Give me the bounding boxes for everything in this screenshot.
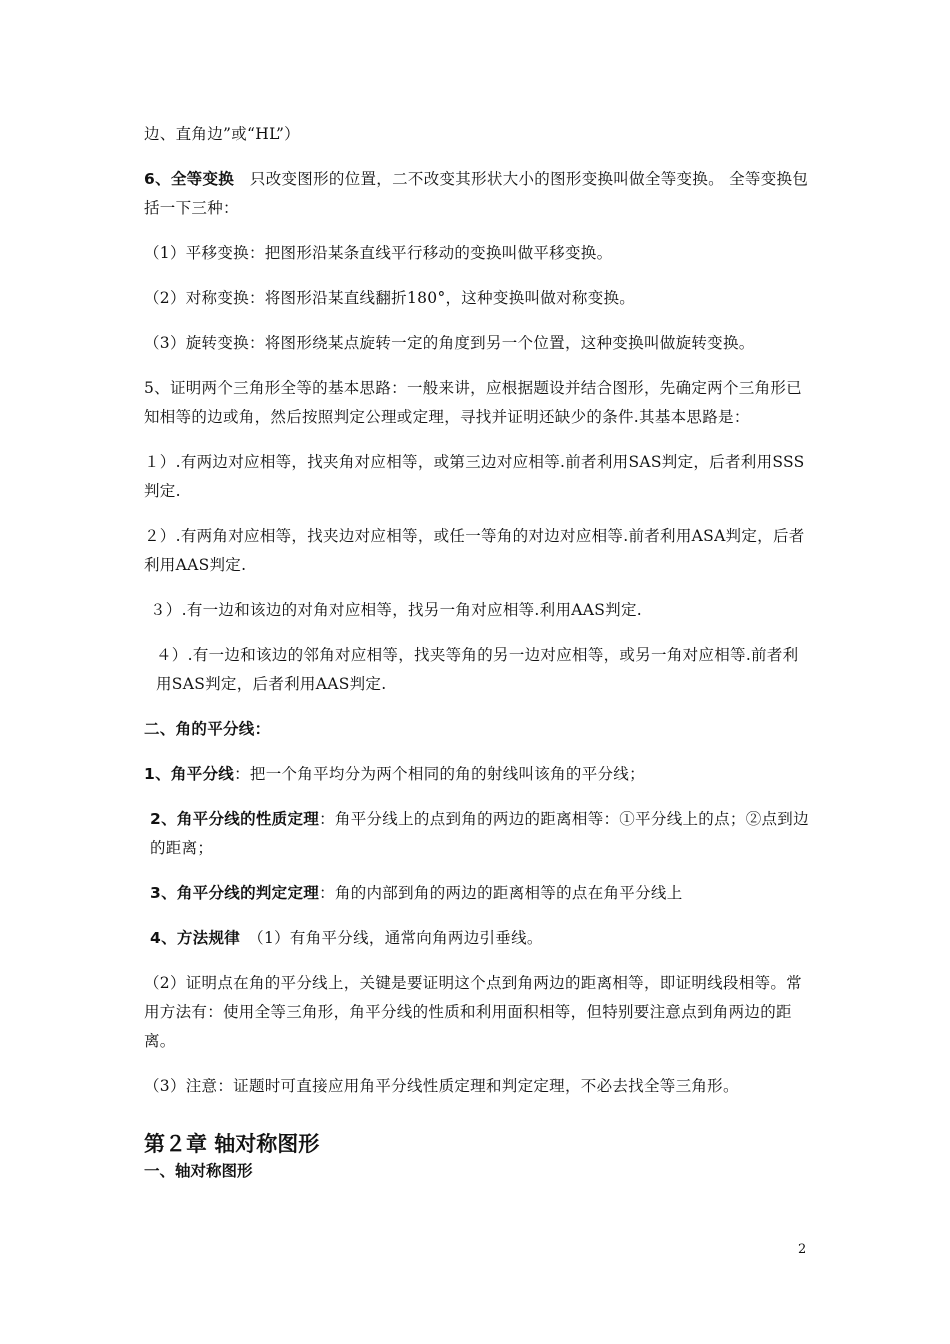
paragraph-determination-theorem	[144, 879, 810, 908]
paragraph-method-2: （2）证明点在角的平分线上，关键是要证明这个点到角两边的距离相等，即证明线段相等。常用方法有：使用全等三角形，角平分线的性质和利用面积相等，但特别要注意点到角两边的距离。	[144, 974, 802, 1050]
paragraph-case-2: ２）.有两角对应相等，找夹边对应相等，或任一等角的对边对应相等.前者利用ASA判定，后者利用AAS判定.	[144, 527, 805, 574]
heading-determination-theorem: 3、角平分线的判定定理	[150, 884, 320, 902]
text-congruent-transform: 只改变图形的位置，二不改变其形状大小的图形变换叫做全等变换。 全等变换包括一下三种：	[144, 170, 809, 217]
paragraph-rotation: （3）旋转变换：将图形绕某点旋转一定的角度到另一个位置，这种变换叫做旋转变换。	[144, 334, 755, 352]
text-determination-theorem: ：角的内部到角的两边的距离相等的点在角平分线上	[319, 884, 683, 902]
section-heading-angle-bisector: 二、角的平分线：	[144, 720, 271, 738]
page-number: 2	[798, 1242, 807, 1257]
paragraph-case-3: ３）.有一边和该边的对角对应相等，找另一角对应相等.利用AAS判定.	[150, 601, 642, 619]
paragraph-proof-approach: 5、证明两个三角形全等的基本思路：一般来讲，应根据题设并结合图形，先确定两个三角形已知相等的边或角，然后按照判定公理或定理，寻找并证明还缺少的条件.其基本思路是：	[144, 379, 802, 426]
text-property-theorem: ：角平分线上的点到角的两边的距离相等：①平分线上的点；②点到边的距离；	[150, 810, 809, 857]
text-angle-bisector-def: ：把一个角平均分为两个相同的角的射线叫该角的平分线；	[234, 765, 645, 783]
paragraph-congruent-transform	[144, 165, 810, 223]
heading-property-theorem: 2、角平分线的性质定理	[150, 810, 320, 828]
chapter-title: 第２章 轴对称图形	[144, 1132, 320, 1156]
heading-method-rules: 4、方法规律	[150, 929, 241, 947]
heading-angle-bisector-def: 1、角平分线	[144, 765, 235, 783]
paragraph-method-3: （3）注意：证题时可直接应用角平分线性质定理和判定定理，不必去找全等三角形。	[144, 1077, 739, 1095]
paragraph-case-4: ４）.有一边和该边的邻角对应相等，找夹等角的另一边对应相等，或另一角对应相等.前者利用SAS判定，后者利用AAS判定.	[156, 646, 799, 693]
page-body	[144, 120, 810, 1183]
text-method-rules: （1）有角平分线，通常向角两边引垂线。	[240, 929, 543, 947]
paragraph-translation: （1）平移变换：把图形沿某条直线平行移动的变换叫做平移变换。	[144, 244, 613, 262]
paragraph-angle-bisector-def	[144, 760, 810, 789]
chapter-subtitle: 一、轴对称图形	[144, 1162, 253, 1180]
paragraph-case-1: １）.有两边对应相等，找夹角对应相等，或第三边对应相等.前者利用SAS判定，后者利用SSS判定.	[144, 453, 805, 500]
paragraph-hl-continuation: 边、直角边”或“HL”）	[144, 125, 300, 143]
heading-congruent-transform: 6、全等变换	[144, 170, 235, 188]
paragraph-property-theorem	[144, 805, 810, 863]
paragraph-method-rules	[144, 924, 810, 953]
paragraph-reflection: （2）对称变换：将图形沿某直线翻折180°，这种变换叫做对称变换。	[144, 289, 636, 307]
